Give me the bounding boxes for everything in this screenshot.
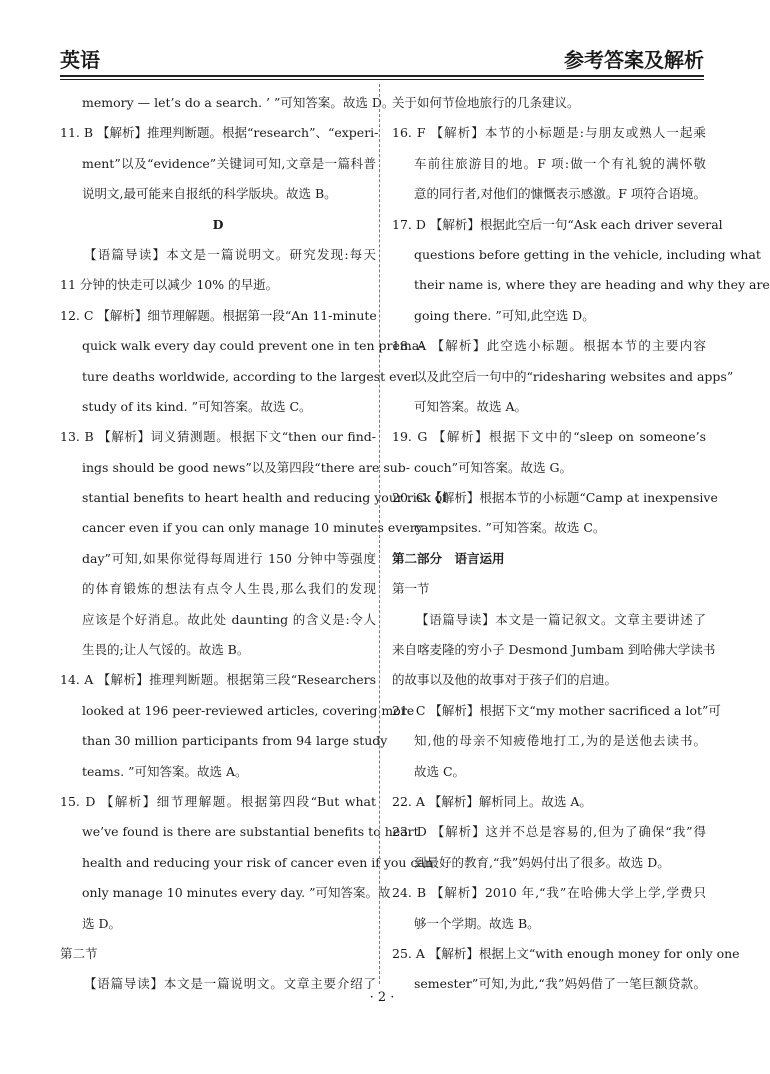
text-line: 车前往旅游目的地。F 项:做一个有礼貌的满怀敬 [414,155,706,171]
text-line: 12. C 【解析】细节理解题。根据第一段“An 11-minute [60,307,377,323]
text-line: ment”以及“evidence”关键词可知,文章是一篇科普 [82,155,376,171]
text-line: 说明文,最可能来自报纸的科学版块。故选 B。 [82,186,337,202]
text-line: 的故事以及他的故事对于孩子们的启迪。 [392,672,618,688]
text-line: D [212,216,224,232]
text-line: 以及此空后一句中的“ridesharing websites and apps” [414,368,734,384]
text-line: only manage 10 minutes every day. ”可知答案。故 [82,885,391,901]
text-line: 故选 C。 [414,763,466,779]
text-line: 22. A 【解析】解析同上。故选 A。 [392,793,592,809]
text-line: 【语篇导读】本文是一篇记叙文。文章主要讲述了 [416,611,706,627]
text-line: 11. B 【解析】推理判断题。根据“research”、“experi- [60,125,379,141]
text-line: day”可知,如果你觉得每周进行 150 分钟中等强度 [82,550,376,566]
text-line: 23. D 【解析】这并不总是容易的,但为了确保“我”得 [392,824,706,840]
text-line: campsites. ”可知答案。故选 C。 [414,520,606,536]
text-line: 关于如何节俭地旅行的几条建议。 [392,95,580,110]
text-line: 意的同行者,对他们的慷慨表示感激。F 项符合语境。 [414,186,706,202]
text-line: 24. B 【解析】2010 年,“我”在哈佛大学上学,学费只 [392,885,706,901]
text-line: teams. ”可知答案。故选 A。 [82,763,248,779]
text-line: 【语篇导读】本文是一篇说明文。文章主要介绍了 [84,976,376,992]
subject-title: 英语 [60,48,100,72]
text-line: 来自喀麦隆的穷小子 Desmond Jumbam 到哈佛大学读书 [392,642,716,658]
page-header [60,44,704,74]
text-line: ings should be good news”以及第四段“there are sub- [82,459,411,475]
text-line: 16. F 【解析】本节的小标题是:与朋友或熟人一起乘 [392,125,706,141]
text-line: 到最好的教育,“我”妈妈付出了很多。故选 D。 [414,854,670,870]
text-line: 应该是个好消息。故此处 daunting 的含义是:令人 [82,611,376,627]
text-line: looked at 196 peer-reviewed articles, covering more [82,702,415,718]
text-line: memory — let’s do a search. ’ ”可知答案。故选 D。 [82,95,395,110]
text-line: 的体育锻炼的想法有点令人生畏,那么我们的发现 [82,581,376,597]
text-line: 15. D 【解析】细节理解题。根据第四段“But what [60,793,376,809]
text-line: 21. C 【解析】根据下文“my mother sacrificed a lot”可 [392,702,721,718]
text-line: study of its kind. ”可知答案。故选 C。 [82,398,312,414]
right-column [392,88,770,1000]
page-number: · 2 · [369,990,395,1005]
text-line: semester”可知,为此,“我”妈妈借了一笔巨额贷款。 [414,976,706,992]
section-title: 参考答案及解析 [564,48,704,72]
text-line: 选 D。 [82,915,121,931]
text-line: 17. D 【解析】根据此空后一句“Ask each driver several [392,216,723,232]
text-line: 够一个学期。故选 B。 [414,915,540,931]
text-line: ture deaths worldwide, according to the largest ever [82,368,417,384]
text-line: 第二节 [60,945,98,961]
text-line: quick walk every day could prevent one in ten prema- [82,338,424,354]
header-rule [60,75,704,77]
text-line: 生畏的;让人气馁的。故选 B。 [82,642,250,658]
text-line: 第一节 [392,581,430,597]
text-line: going there. ”可知,此空选 D。 [414,307,595,323]
text-line: 第二部分 语言运用 [392,550,505,566]
text-line: their name is, where they are heading and why they are [414,277,770,293]
text-line: 18. A 【解析】此空选小标题。根据本节的主要内容 [392,338,706,354]
text-line: couch”可知答案。故选 G。 [414,459,572,475]
text-line: than 30 million participants from 94 large study [82,733,388,749]
text-line: cancer even if you can only manage 10 minutes every [82,520,423,536]
text-line: we’ve found is there are substantial benefits to heart [82,824,419,840]
text-line: 20. C 【解析】根据本节的小标题“Camp at inexpensive [392,490,718,506]
text-line: 19. G 【解析】根据下文中的“sleep on someone’s [392,429,706,445]
text-line: 知,他的母亲不知疲倦地打工,为的是送他去读书。 [414,733,706,749]
text-line: 14. A 【解析】推理判断题。根据第三段“Researchers [60,672,376,688]
text-line: 11 分钟的快走可以减少 10% 的早逝。 [60,277,279,293]
text-line: health and reducing your risk of cancer even if you can [82,854,433,870]
text-line: questions before getting in the vehicle, including what [414,246,761,262]
text-line: 【语篇导读】本文是一篇说明文。研究发现:每天 [84,246,376,262]
header-rule-thin [60,79,704,80]
text-line: stantial benefits to heart health and reducing your risk of [82,490,447,506]
text-line: 25. A 【解析】根据上文“with enough money for only one [392,945,740,961]
text-line: 可知答案。故选 A。 [414,398,528,414]
text-line: 13. B 【解析】词义猜测题。根据下文“then our find- [60,429,376,445]
column-divider [379,84,380,984]
